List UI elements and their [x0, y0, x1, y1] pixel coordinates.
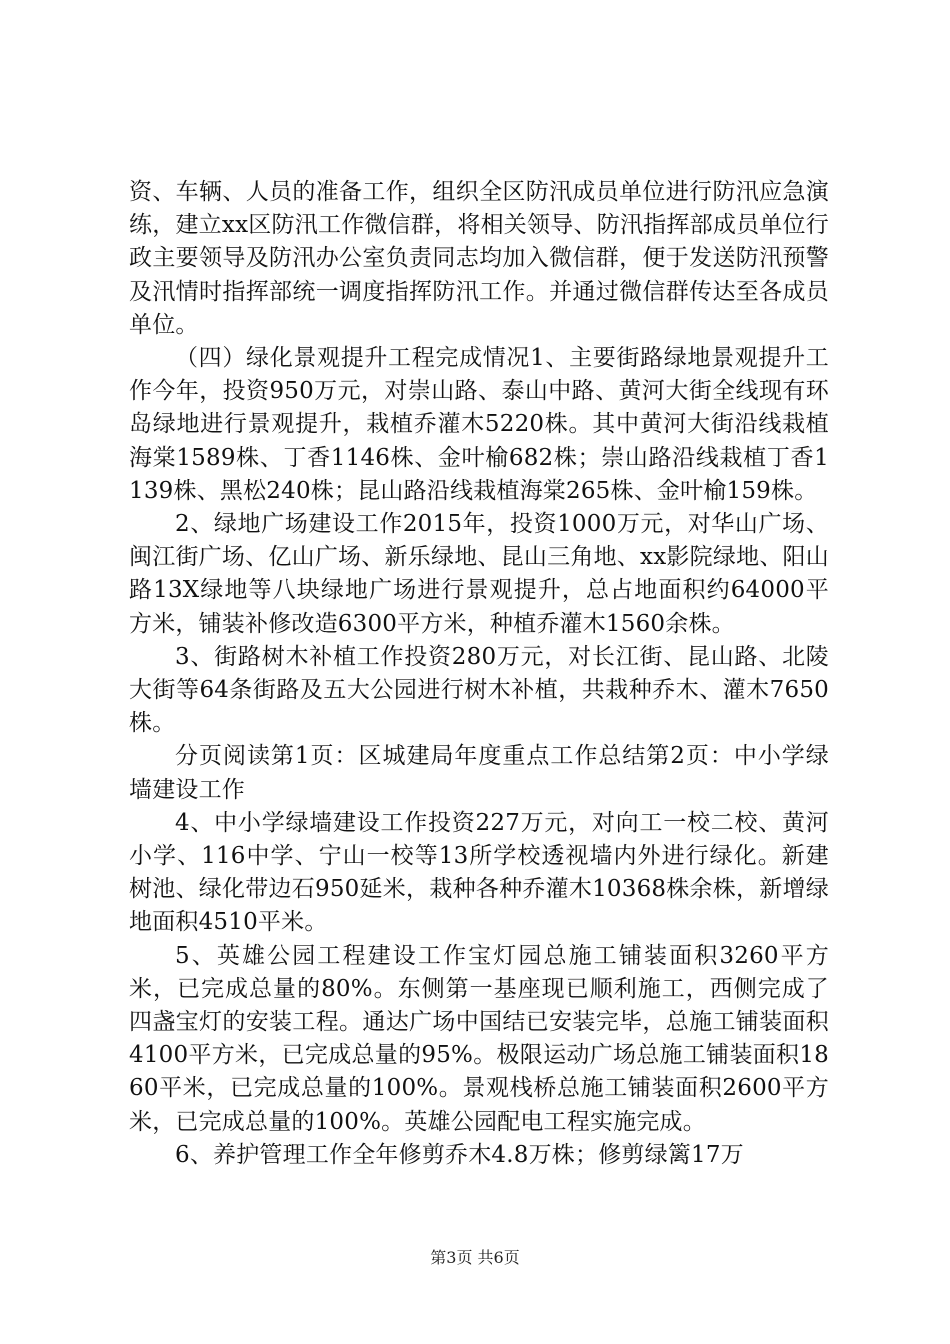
paragraph-pagination-note: 分页阅读第1页：区城建局年度重点工作总结第2页：中小学绿墙建设工作	[129, 743, 829, 803]
document-body	[129, 176, 829, 1172]
paragraph-item-5: 5、英雄公园工程建设工作宝灯园总施工铺装面积3260平方米，已完成总量的80%。东侧第一基座现已顺利施工，西侧完成了四盏宝灯的安装工程。通达广场中国结已安装完毕，总施工铺装面积4100平方米，已完成总量的95%。极限运动广场总施工铺装面积1860平米，已完成总量的100%。景观栈桥总施工铺装面积2600平方米，已完成总量的100%。英雄公园配电工程实施完成。	[129, 942, 829, 1135]
paragraph-item-3: 3、街路树木补植工作投资280万元，对长江街、昆山路、北陵大街等64条街路及五大公园进行树木补植，共栽种乔木、灌木7650株。	[129, 643, 829, 737]
paragraph-item-6: 6、养护管理工作全年修剪乔木4.8万株；修剪绿篱17万	[175, 1141, 744, 1168]
paragraph-continuation: 资、车辆、人员的准备工作，组织全区防汛成员单位进行防汛应急演练，建立xx区防汛工作微信群，将相关领导、防汛指挥部成员单位行政主要领导及防汛办公室负责同志均加入微信群，便于发送防汛预警及汛情时指挥部统一调度指挥防汛工作。并通过微信群传达至各成员单位。	[129, 179, 829, 338]
paragraph-item-4: 4、中小学绿墙建设工作投资227万元，对向工一校二校、黄河小学、116中学、宁山一校等13所学校透视墙内外进行绿化。新建树池、绿化带边石950延米，栽种各种乔灌木10368株余株，新增绿地面积4510平米。	[129, 809, 829, 936]
paragraph-section-four: （四）绿化景观提升工程完成情况1、主要街路绿地景观提升工作今年，投资950万元，对崇山路、泰山中路、黄河大街全线现有环岛绿地进行景观提升，栽植乔灌木5220株。其中黄河大街沿线栽植海棠1589株、丁香1146株、金叶榆682株；崇山路沿线栽植丁香1139株、黑松240株；昆山路沿线栽植海棠265株、金叶榆159株。	[129, 345, 829, 504]
paragraph-item-2: 2、绿地广场建设工作2015年，投资1000万元，对华山广场、闽江街广场、亿山广场、新乐绿地、昆山三角地、xx影院绿地、阳山路13X绿地等八块绿地广场进行景观提升，总占地面积约64000平方米，铺装补修改造6300平方米，种植乔灌木1560余株。	[129, 511, 829, 637]
page-footer: 第3页 共6页	[430, 1248, 520, 1267]
